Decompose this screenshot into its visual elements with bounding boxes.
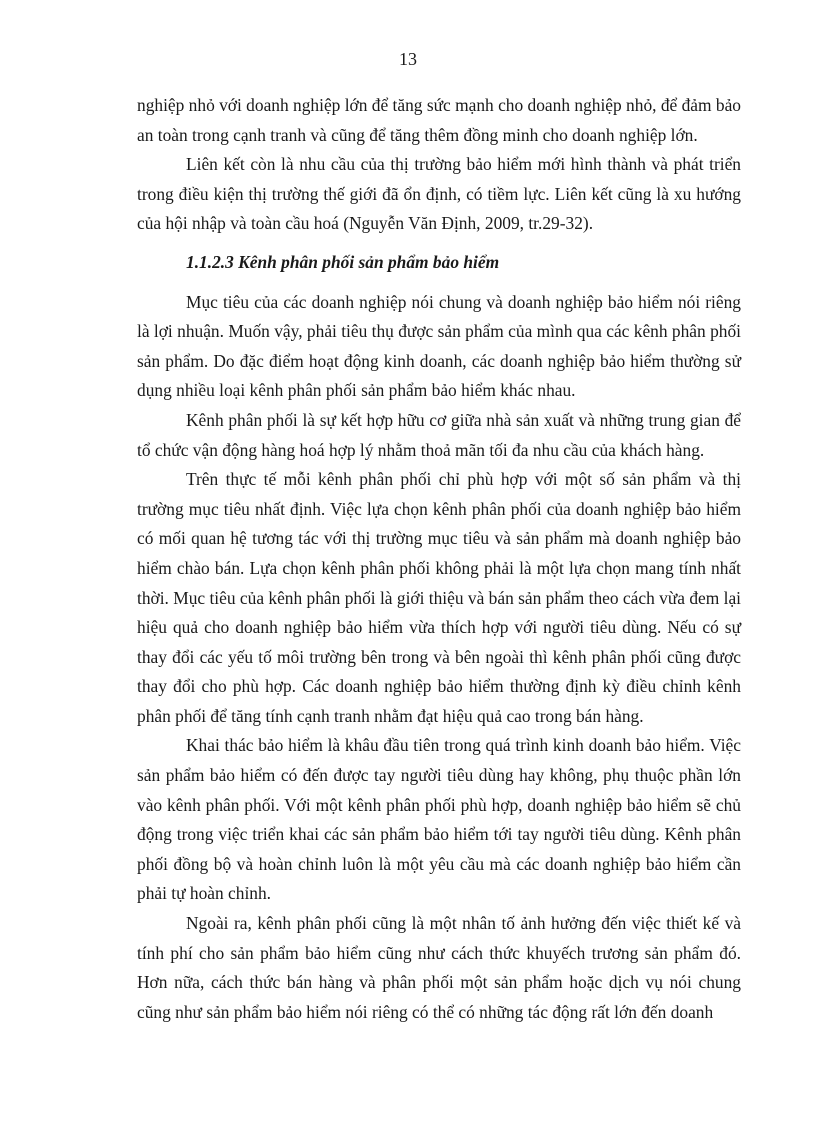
paragraph: Ngoài ra, kênh phân phối cũng là một nhân tố ảnh hưởng đến việc thiết kế và tính phí cho sản phẩm bảo hiểm cũng như cách thức khuyếch trương sản phẩm đó. Hơn nữa, cách thức bán hàng và phân phối một sản phẩm hoặc dịch vụ nói chung cũng như sản phẩm bảo hiểm nói riêng có thể có những tác động rất lớn đến doanh — [137, 913, 741, 1022]
paragraph-continued: nghiệp nhỏ với doanh nghiệp lớn để tăng sức mạnh cho doanh nghiệp nhỏ, để đảm bảo an toàn trong cạnh tranh và cũng để tăng thêm đồng minh cho doanh nghiệp lớn. — [137, 95, 742, 145]
paragraph: Mục tiêu của các doanh nghiệp nói chung và doanh nghiệp bảo hiểm nói riêng là lợi nhuận. Muốn vậy, phải tiêu thụ được sản phẩm của mình qua các kênh phân phối sản phẩm. Do đặc điểm hoạt động kinh doanh, các doanh nghiệp bảo hiểm thường sử dụng nhiều loại kênh phân phối sản phẩm bảo hiểm khác nhau. — [137, 291, 741, 401]
page-number: 13 — [399, 49, 417, 69]
paragraph: Kênh phân phối là sự kết hợp hữu cơ giữa nhà sản xuất và những trung gian để tổ chức vận động hàng hoá hợp lý nhằm thoả mãn tối đa nhu cầu của khách hàng. — [137, 409, 741, 460]
paragraph: Liên kết còn là nhu cầu của thị trường bảo hiểm mới hình thành và phát triển trong điều kiện thị trường thế giới đã ổn định, có tiềm lực. Liên kết cũng là xu hướng của hội nhập và toàn cầu hoá (Nguyễn Văn Định, 2009, tr.29-32). — [137, 154, 741, 234]
section-heading: 1.1.2.3 Kênh phân phối sản phẩm bảo hiểm — [186, 251, 500, 272]
page-body — [137, 91, 741, 1027]
paragraph: Khai thác bảo hiểm là khâu đầu tiên trong quá trình kinh doanh bảo hiểm. Việc sản phẩm bảo hiểm có đến được tay người tiêu dùng hay không, phụ thuộc phần lớn vào kênh phân phối. Với một kênh phân phối phù hợp, doanh nghiệp bảo hiểm sẽ chủ động trong việc triển khai các sản phẩm bảo hiểm tới tay người tiêu dùng. Kênh phân phối đồng bộ và hoàn chỉnh luôn là một yêu cầu mà các doanh nghiệp bảo hiểm cần phải tự hoàn chỉnh. — [137, 735, 741, 904]
paragraph: Trên thực tế mỗi kênh phân phối chỉ phù hợp với một số sản phẩm và thị trường mục tiêu nhất định. Việc lựa chọn kênh phân phối của doanh nghiệp bảo hiểm có mối quan hệ tương tác với thị trường mục tiêu và sản phẩm mà doanh nghiệp bảo hiểm chào bán. Lựa chọn kênh phân phối không phải là một lựa chọn mang tính nhất thời. Mục tiêu của kênh phân phối là giới thiệu và bán sản phẩm theo cách vừa đem lại hiệu quả cho doanh nghiệp bảo hiểm vừa thích hợp với người tiêu dùng. Nếu có sự thay đổi các yếu tố môi trường bên trong và bên ngoài thì kênh phân phối cũng được thay đổi cho phù hợp. Các doanh nghiệp bảo hiểm thường định kỳ điều chỉnh kênh phân phối để tăng tính cạnh tranh nhằm đạt hiệu quả cao trong bán hàng. — [137, 469, 741, 726]
